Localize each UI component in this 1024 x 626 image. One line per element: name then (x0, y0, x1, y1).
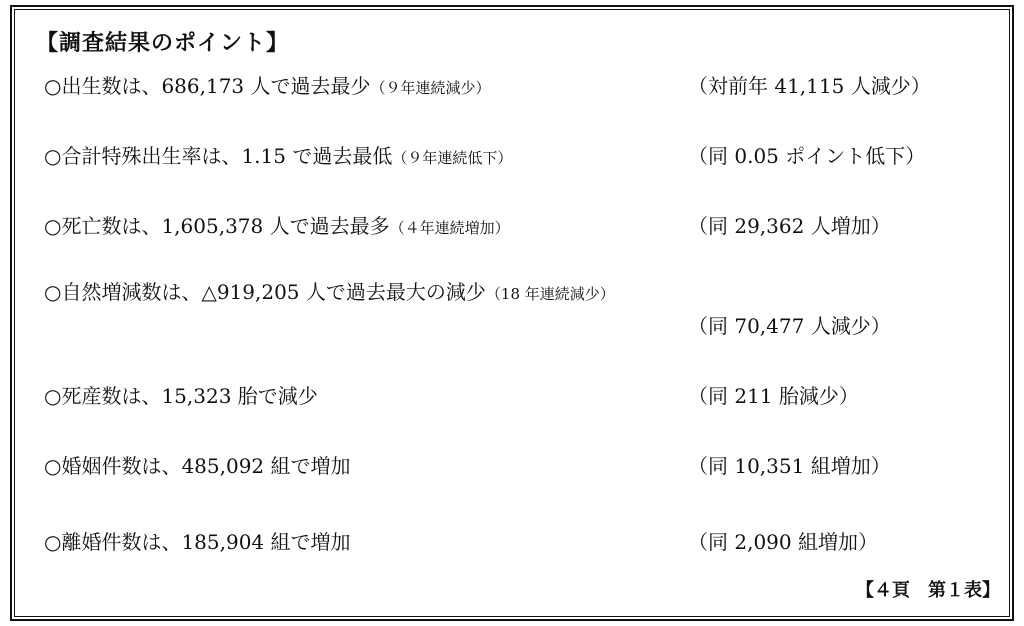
item-comparison: （同 10,351 組増加） (688, 454, 891, 478)
list-item-divorces (0, 526, 1024, 562)
list-item-marriages (0, 450, 1024, 486)
item-text: ○自然増減数は、△919,205 人で過去最大の減少 (44, 280, 486, 304)
item-note: （18 年連続減少） (485, 285, 615, 303)
item-text: ○死産数は、15,323 胎で減少 (44, 384, 318, 408)
item-note: （９年連続低下） (392, 149, 513, 167)
item-comparison: （同 70,477 人減少） (688, 314, 891, 338)
item-text: ○出生数は、686,173 人で過去最少 (44, 74, 371, 98)
list-item-deaths (0, 210, 1024, 246)
item-comparison: （同 29,362 人増加） (688, 214, 891, 238)
list-item-stillbirths (0, 380, 1024, 416)
item-note: （９年連続減少） (370, 79, 491, 97)
item-comparison: （同 2,090 組増加） (688, 530, 878, 554)
item-text: ○合計特殊出生率は、1.15 で過去最低 (44, 144, 393, 168)
table-reference: 【４頁 第１表】 (856, 580, 1000, 601)
item-text: ○死亡数は、1,605,378 人で過去最多 (44, 214, 390, 238)
item-text: ○婚姻件数は、485,092 組で増加 (44, 454, 351, 478)
list-item-fertility-rate (0, 140, 1024, 176)
item-comparison: （同 211 胎減少） (688, 384, 859, 408)
item-comparison: （対前年 41,115 人減少） (688, 74, 931, 98)
item-comparison: （同 0.05 ポイント低下） (688, 144, 926, 168)
list-item-natural-change (0, 276, 1024, 312)
list-item-natural-change-comparison-row (0, 310, 1024, 346)
page-title: 【調査結果のポイント】 (36, 31, 290, 56)
item-text: ○離婚件数は、185,904 組で増加 (44, 530, 351, 554)
item-note: （４年連続増加） (389, 219, 510, 237)
list-item-births (0, 70, 1024, 106)
